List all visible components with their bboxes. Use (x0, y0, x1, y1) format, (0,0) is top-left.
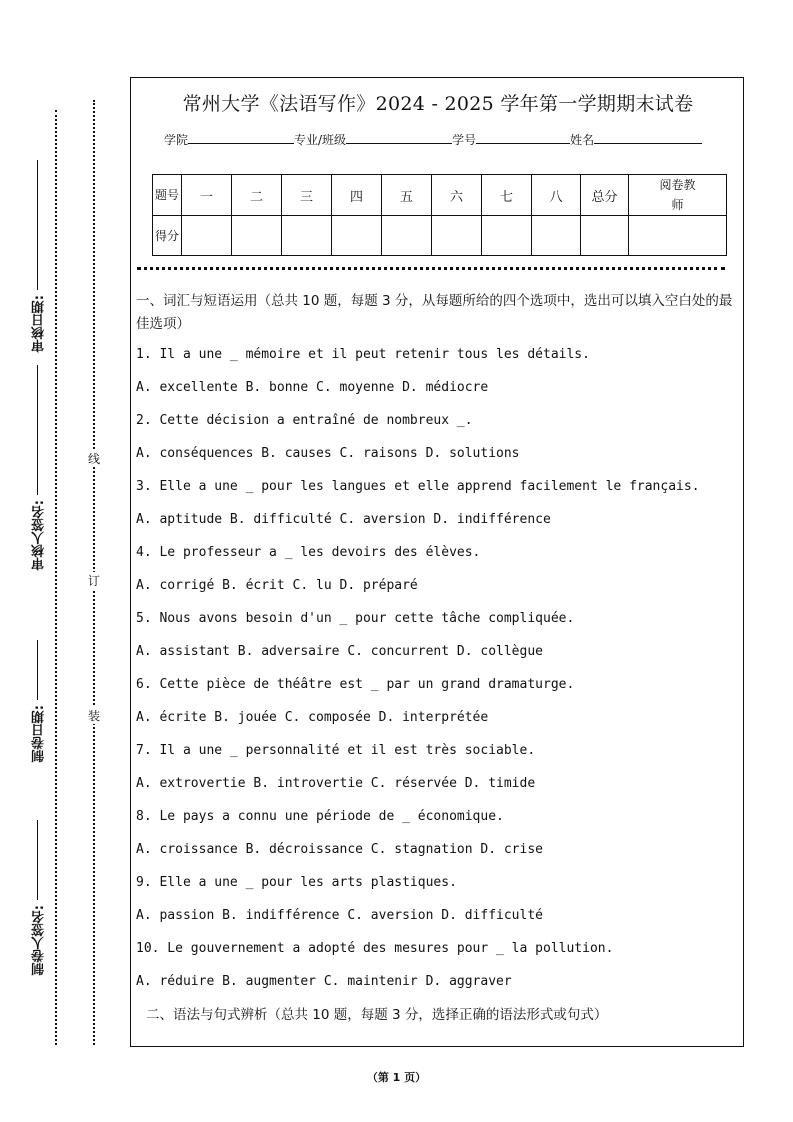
options-line: A. extrovertie B. introvertie C. réservée D. timide (136, 776, 536, 791)
binding-char-line: 线 (88, 452, 101, 466)
question-number-label: 题号 (153, 175, 182, 216)
options-line: A. conséquences B. causes C. raisons D. solutions (136, 446, 520, 461)
maker-sign-line (37, 820, 38, 900)
review-date-line (37, 160, 38, 290)
score-table-score-row (153, 216, 727, 256)
student-id-label: 学号 (452, 133, 477, 147)
score-table (152, 174, 727, 256)
section-1-title: 一、词汇与短语运用（总共 10 题，每题 3 分，从每题所给的四个选项中，选出可以填入空白处的最佳选项） (136, 293, 733, 332)
grader-header: 阅卷教师 (629, 175, 727, 216)
options-line: A. assistant B. adversaire C. concurrent D. collègue (136, 644, 543, 659)
make-date-label: 制卷日期: (32, 705, 47, 763)
question-line: 5. Nous avons besoin d'un _ pour cette tâche compliquée. (136, 611, 575, 626)
student-id-field[interactable] (476, 132, 570, 144)
score-cell[interactable] (232, 216, 282, 256)
exam-content (136, 290, 736, 1025)
question-line: 4. Le professeur a _ les devoirs des élèves. (136, 545, 481, 560)
score-table-header-row (153, 175, 727, 216)
binding-char-bind: 装 (88, 709, 101, 723)
maker-sign-label: 制卷人签名: (32, 905, 47, 976)
score-cell[interactable] (482, 216, 532, 256)
options-line: A. croissance B. décroissance C. stagnation D. crise (136, 842, 543, 857)
col-header: 四 (332, 175, 382, 216)
col-header: 七 (482, 175, 532, 216)
exam-frame (130, 77, 744, 1047)
question-line: 9. Elle a une _ pour les arts plastiques. (136, 875, 457, 890)
college-label: 学院 (164, 133, 189, 147)
total-score-header: 总分 (581, 175, 629, 216)
score-cell[interactable] (282, 216, 332, 256)
col-header: 一 (182, 175, 232, 216)
reviewer-sign-label: 审核人签名: (32, 500, 47, 571)
score-cell[interactable] (382, 216, 432, 256)
question-line: 10. Le gouvernement a adopté des mesures pour _ la pollution. (136, 941, 614, 956)
student-info-row (164, 131, 702, 148)
page-footer: （第 1 页） (366, 1071, 427, 1084)
col-header: 二 (232, 175, 282, 216)
col-header: 八 (532, 175, 581, 216)
header-divider (137, 267, 725, 270)
make-date-line (37, 640, 38, 700)
score-cell[interactable] (182, 216, 232, 256)
options-line: A. réduire B. augmenter C. maintenir D. aggraver (136, 974, 512, 989)
reviewer-sign-line (37, 365, 38, 495)
major-label: 专业/班级 (294, 133, 347, 147)
options-line: A. passion B. indifférence C. aversion D. difficulté (136, 908, 543, 923)
options-line: A. aptitude B. difficulté C. aversion D. indifférence (136, 512, 551, 527)
question-line: 1. Il a une _ mémoire et il peut retenir tous les détails. (136, 347, 590, 362)
col-header: 三 (282, 175, 332, 216)
score-cell[interactable] (332, 216, 382, 256)
options-line: A. excellente B. bonne C. moyenne D. médiocre (136, 380, 489, 395)
college-field[interactable] (188, 132, 294, 144)
options-line: A. corrigé B. écrit C. lu D. préparé (136, 578, 418, 593)
score-cell[interactable] (532, 216, 581, 256)
question-line: 6. Cette pièce de théâtre est _ par un grand dramaturge. (136, 677, 575, 692)
left-dotted-line (55, 110, 57, 1045)
question-line: 3. Elle a une _ pour les langues et elle apprend facilement le français. (136, 479, 700, 494)
score-label: 得分 (153, 216, 182, 256)
binding-char-order: 订 (88, 574, 101, 588)
question-line: 8. Le pays a connu une période de _ économique. (136, 809, 504, 824)
major-field[interactable] (346, 132, 452, 144)
total-score-cell[interactable] (581, 216, 629, 256)
exam-title: 常州大学《法语写作》2024 - 2025 学年第一学期期末试卷 (182, 93, 694, 115)
question-line: 7. Il a une _ personnalité et il est très sociable. (136, 743, 536, 758)
name-field[interactable] (594, 132, 702, 144)
col-header: 五 (382, 175, 432, 216)
review-date-label: 审核日期: (32, 295, 47, 353)
name-label: 姓名 (570, 133, 595, 147)
section-2-title: 二、语法与句式辨析（总共 10 题，每题 3 分，选择正确的语法形式或句式） (146, 1007, 608, 1023)
score-cell[interactable] (432, 216, 482, 256)
grader-cell[interactable] (629, 216, 727, 256)
question-line: 2. Cette décision a entraîné de nombreux _. (136, 413, 473, 428)
col-header: 六 (432, 175, 482, 216)
options-line: A. écrite B. jouée C. composée D. interprétée (136, 710, 489, 725)
